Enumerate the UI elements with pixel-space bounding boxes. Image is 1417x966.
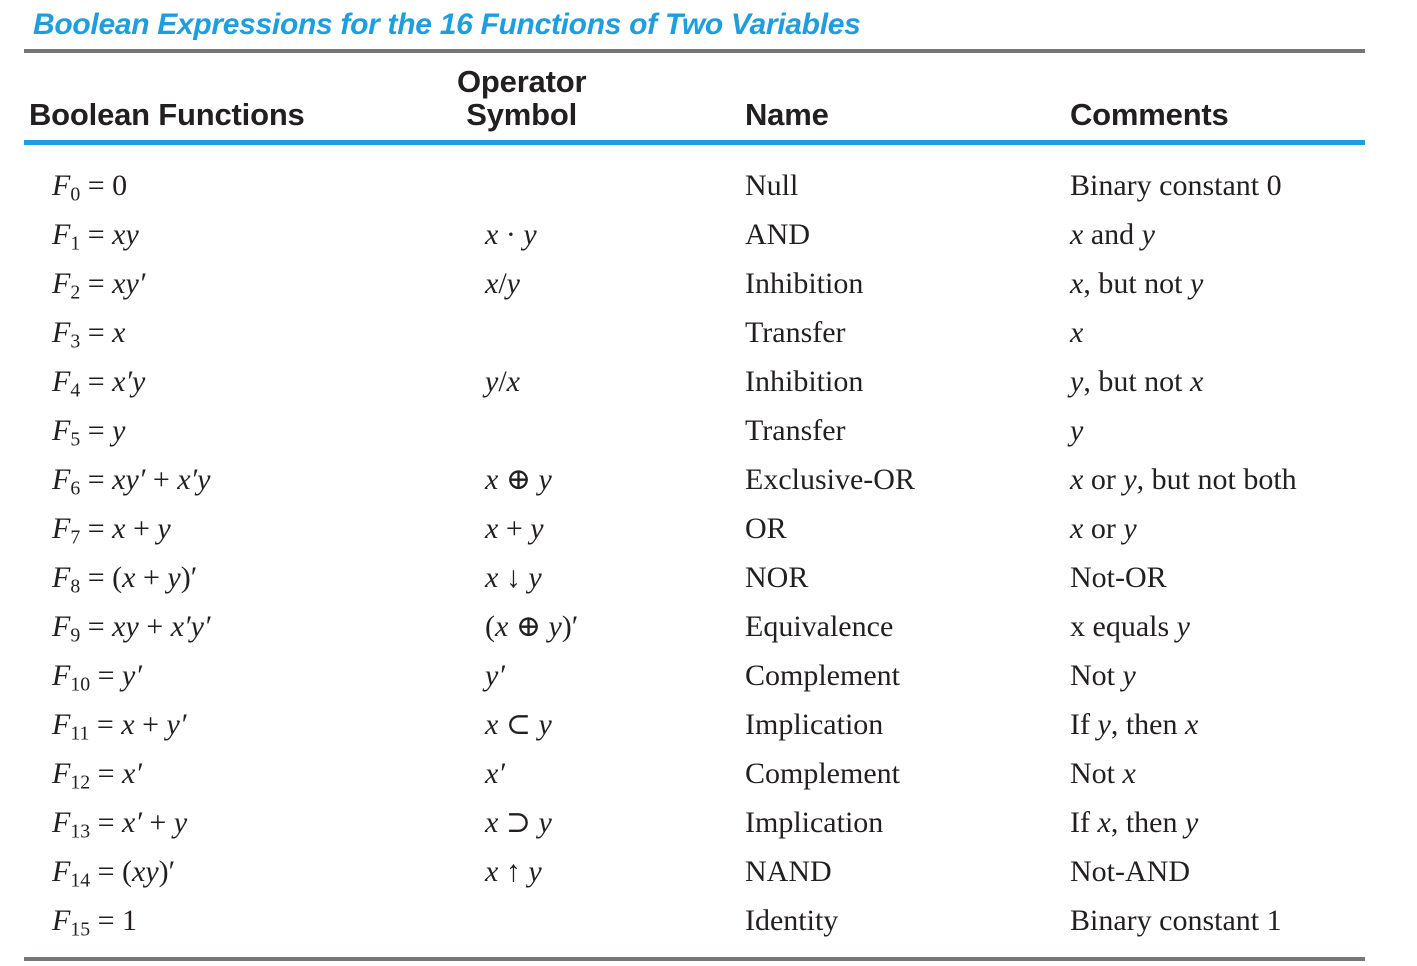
math-variable: y [530, 511, 544, 545]
table-header [24, 51, 1365, 143]
cell-name: Implication [745, 805, 884, 839]
cell-boolean-function [24, 504, 454, 553]
boolean-functions-table [24, 49, 1365, 961]
text-segment: ⊕ [498, 463, 539, 496]
table-row [24, 143, 1365, 211]
cell-operator-symbol [454, 700, 745, 749]
math-variable: y′ [166, 707, 187, 741]
subscript: 6 [70, 477, 81, 500]
math-variable: F [52, 560, 71, 594]
cell-boolean-function [24, 259, 454, 308]
cell-comment [1070, 553, 1365, 602]
math-variable: x [1097, 805, 1111, 839]
subscript: 5 [70, 428, 81, 451]
subscript: 3 [70, 330, 81, 353]
math-variable: y [523, 217, 537, 251]
cell-comment [1070, 455, 1365, 504]
math-variable: y [1176, 609, 1190, 643]
text-segment: = [80, 462, 113, 496]
math-variable: y [485, 364, 499, 398]
text-segment: Not [1070, 756, 1123, 790]
math-variable: x [1190, 364, 1204, 398]
math-variable: xy [112, 217, 139, 251]
math-variable: F [52, 266, 71, 300]
math-variable: x [121, 707, 135, 741]
math-variable: x [1122, 756, 1136, 790]
cell-operator-symbol [454, 602, 745, 651]
text-segment: Not-OR [1070, 560, 1167, 594]
header-label: Name [745, 97, 829, 132]
table-row [24, 700, 1365, 749]
table-row [24, 406, 1365, 455]
text-segment: = [80, 609, 113, 643]
math-variable: y [1070, 413, 1084, 447]
math-variable: F [52, 413, 71, 447]
math-variable: F [52, 217, 71, 251]
math-variable: F [52, 511, 71, 545]
cell-boolean-function [24, 143, 454, 211]
cell-operator-symbol [454, 143, 745, 211]
cell-name: Exclusive-OR [745, 462, 915, 496]
subscript: 1 [70, 232, 81, 255]
cell-name: OR [745, 511, 787, 545]
math-variable: x [122, 560, 136, 594]
cell-boolean-function [24, 847, 454, 896]
cell-comment [1070, 847, 1365, 896]
math-variable: y [548, 610, 562, 643]
header-label [457, 65, 586, 131]
cell-boolean-function [24, 896, 454, 959]
table-title: Boolean Expressions for the 16 Functions of Two Variables [33, 8, 861, 41]
text-segment: · [498, 217, 524, 251]
text-segment: = [80, 511, 113, 545]
text-segment: = 1 [90, 903, 138, 937]
math-variable: x [485, 511, 499, 545]
math-variable: F [52, 903, 71, 937]
text-segment: = [80, 266, 113, 300]
cell-boolean-function [24, 651, 454, 700]
text-segment: ↑ [498, 854, 529, 888]
cell-operator-symbol [454, 259, 745, 308]
cell-boolean-function [24, 455, 454, 504]
table-body [24, 143, 1365, 960]
text-segment: ⊂ [498, 708, 539, 741]
math-variable: y [538, 463, 552, 496]
cell-name: Implication [745, 707, 884, 741]
text-segment: )′ [180, 560, 198, 594]
cell-comment [1070, 896, 1365, 959]
cell-boolean-function [24, 602, 454, 651]
math-variable: x′ [122, 756, 142, 790]
cell-operator-symbol [454, 651, 745, 700]
math-variable: y′ [485, 658, 505, 692]
math-variable: x [506, 364, 520, 398]
math-variable: x′ [122, 805, 142, 839]
cell-name: Equivalence [745, 609, 894, 643]
table-row [24, 798, 1365, 847]
math-variable: x′y [177, 462, 211, 496]
text-segment: If [1070, 805, 1098, 839]
table-row [24, 455, 1365, 504]
text-segment: ⊃ [498, 806, 539, 839]
math-variable: y [112, 413, 126, 447]
table-row [24, 896, 1365, 959]
cell-comment [1070, 259, 1365, 308]
subscript: 2 [70, 281, 81, 304]
cell-name: Complement [745, 658, 900, 692]
cell-operator-symbol [454, 896, 745, 959]
math-variable: F [52, 707, 71, 741]
cell-comment [1070, 406, 1365, 455]
math-variable: xy [132, 854, 159, 888]
cell-comment [1070, 143, 1365, 211]
text-segment: = ( [80, 560, 123, 594]
text-segment: , but not [1083, 266, 1190, 300]
column-header-comments [1070, 51, 1365, 143]
math-variable: y [538, 806, 552, 839]
text-segment: , then [1110, 805, 1185, 839]
text-segment: = [80, 364, 113, 398]
text-segment: Binary constant 1 [1070, 903, 1282, 937]
subscript: 4 [70, 379, 81, 402]
subscript: 8 [70, 575, 81, 598]
math-variable: y [1123, 462, 1137, 496]
math-variable: xy [112, 609, 139, 643]
math-variable: x [495, 610, 509, 643]
text-segment: / [498, 364, 507, 398]
text-segment: , but not both [1136, 462, 1297, 496]
math-variable: y [506, 266, 520, 300]
table-row [24, 553, 1365, 602]
math-variable: xy′ [112, 266, 146, 300]
cell-name: Identity [745, 903, 839, 937]
text-segment: = [80, 217, 113, 251]
text-segment: or [1083, 462, 1124, 496]
subscript: 13 [70, 820, 91, 843]
table-row [24, 210, 1365, 259]
text-segment: + [134, 707, 167, 741]
text-segment: Not-AND [1070, 854, 1190, 888]
math-variable: y [157, 511, 171, 545]
cell-comment [1070, 749, 1365, 798]
text-segment: / [498, 266, 507, 300]
text-segment: , then [1110, 707, 1185, 741]
cell-boolean-function [24, 357, 454, 406]
cell-operator-symbol [454, 553, 745, 602]
cell-name: Inhibition [745, 364, 864, 398]
text-segment: ↓ [498, 560, 529, 594]
math-variable: x [485, 560, 499, 594]
math-variable: y [1070, 364, 1084, 398]
text-segment: )′ [561, 610, 579, 643]
text-segment: or [1083, 511, 1124, 545]
cell-operator-symbol [454, 357, 745, 406]
math-variable: F [52, 315, 71, 349]
text-segment: Not [1070, 658, 1123, 692]
math-variable: x [112, 315, 126, 349]
subscript: 9 [70, 624, 81, 647]
math-variable: x [1184, 707, 1199, 741]
table-row [24, 847, 1365, 896]
math-variable: y [173, 805, 188, 839]
cell-comment [1070, 308, 1365, 357]
math-variable: x′ [485, 756, 505, 790]
math-variable: x [1070, 217, 1084, 251]
cell-comment [1070, 504, 1365, 553]
math-variable: y [1190, 266, 1204, 300]
cell-operator-symbol [454, 504, 745, 553]
text-segment: If [1070, 707, 1098, 741]
cell-name: AND [745, 217, 810, 251]
math-variable: F [52, 168, 71, 202]
math-variable: y [528, 854, 542, 888]
cell-operator-symbol [454, 798, 745, 847]
text-segment: x equals [1070, 609, 1177, 643]
cell-boolean-function [24, 749, 454, 798]
math-variable: F [52, 462, 71, 496]
subscript: 11 [70, 722, 90, 745]
cell-boolean-function [24, 210, 454, 259]
cell-operator-symbol [454, 847, 745, 896]
math-variable: F [52, 805, 71, 839]
cell-boolean-function [24, 308, 454, 357]
cell-comment [1070, 700, 1365, 749]
text-segment: and [1083, 217, 1142, 251]
cell-name: Null [745, 168, 799, 202]
text-segment: = [89, 707, 122, 741]
header-label: Comments [1070, 97, 1229, 132]
header-row [24, 51, 1365, 143]
header-label: Boolean Functions [29, 97, 305, 132]
math-variable: F [52, 609, 71, 643]
math-variable: y [1184, 805, 1199, 839]
cell-operator-symbol [454, 749, 745, 798]
text-segment: = [90, 756, 123, 790]
subscript: 12 [70, 771, 91, 794]
text-segment: ⊕ [508, 610, 549, 643]
math-variable: x [485, 854, 499, 888]
cell-name: Transfer [745, 413, 846, 447]
subscript: 15 [70, 918, 91, 941]
cell-boolean-function [24, 798, 454, 847]
column-header-name [745, 51, 1070, 143]
math-variable: x [485, 463, 499, 496]
table-row [24, 357, 1365, 406]
cell-operator-symbol [454, 455, 745, 504]
table-row [24, 602, 1365, 651]
subscript: 7 [70, 526, 81, 549]
math-variable: y [167, 560, 181, 594]
text-segment: = [90, 658, 123, 692]
math-variable: F [52, 364, 71, 398]
math-variable: y [1141, 217, 1155, 251]
subscript: 0 [70, 183, 81, 206]
cell-comment [1070, 357, 1365, 406]
math-variable: x [485, 708, 499, 741]
math-variable: x′y′ [170, 609, 211, 643]
text-segment: = [80, 315, 113, 349]
text-segment: = 0 [80, 168, 128, 202]
cell-comment [1070, 210, 1365, 259]
math-variable: x [485, 217, 499, 251]
text-segment: = [90, 805, 123, 839]
column-header-operator-symbol [454, 51, 745, 143]
cell-name: Complement [745, 756, 900, 790]
table-row [24, 749, 1365, 798]
text-segment: + [145, 462, 178, 496]
math-variable: y [1123, 511, 1137, 545]
math-variable: x [1070, 266, 1084, 300]
cell-operator-symbol [454, 308, 745, 357]
math-variable: y [1097, 707, 1111, 741]
math-variable: F [52, 658, 71, 692]
math-variable: y [528, 560, 542, 594]
math-variable: y′ [122, 658, 142, 692]
math-variable: y [538, 708, 552, 741]
table-row [24, 259, 1365, 308]
table-row [24, 504, 1365, 553]
math-variable: F [52, 854, 71, 888]
table-row [24, 651, 1365, 700]
cell-name: NOR [745, 560, 809, 594]
text-segment: )′ [158, 854, 176, 888]
cell-comment [1070, 798, 1365, 847]
header-line-2: Symbol [466, 97, 578, 132]
text-segment: = [80, 413, 113, 447]
cell-name: Transfer [745, 315, 846, 349]
cell-boolean-function [24, 553, 454, 602]
text-segment: ( [485, 610, 495, 643]
text-segment: + [125, 511, 158, 545]
math-variable: x [1070, 462, 1084, 496]
cell-boolean-function [24, 406, 454, 455]
cell-comment [1070, 651, 1365, 700]
text-segment: = ( [90, 854, 133, 888]
cell-boolean-function [24, 700, 454, 749]
text-segment: Binary constant 0 [1070, 168, 1282, 202]
table-row [24, 308, 1365, 357]
cell-operator-symbol [454, 210, 745, 259]
math-variable: x [1070, 315, 1084, 349]
cell-operator-symbol [454, 406, 745, 455]
text-segment: + [141, 805, 174, 839]
math-variable: x [485, 266, 499, 300]
subscript: 14 [70, 869, 91, 892]
math-variable: x [112, 511, 126, 545]
math-variable: x [1070, 511, 1084, 545]
cell-name: Inhibition [745, 266, 864, 300]
text-segment: + [135, 560, 168, 594]
math-variable: xy′ [112, 462, 146, 496]
text-segment: + [138, 609, 171, 643]
cell-name: NAND [745, 854, 832, 888]
cell-comment [1070, 602, 1365, 651]
header-line-1: Operator [457, 64, 587, 99]
subscript: 10 [70, 673, 91, 696]
math-variable: y [1122, 658, 1136, 692]
math-variable: F [52, 756, 71, 790]
math-variable: x [485, 806, 499, 839]
column-header-boolean-functions [24, 51, 454, 143]
text-segment: , but not [1083, 364, 1190, 398]
math-variable: x′y [112, 364, 146, 398]
text-segment: + [498, 511, 531, 545]
